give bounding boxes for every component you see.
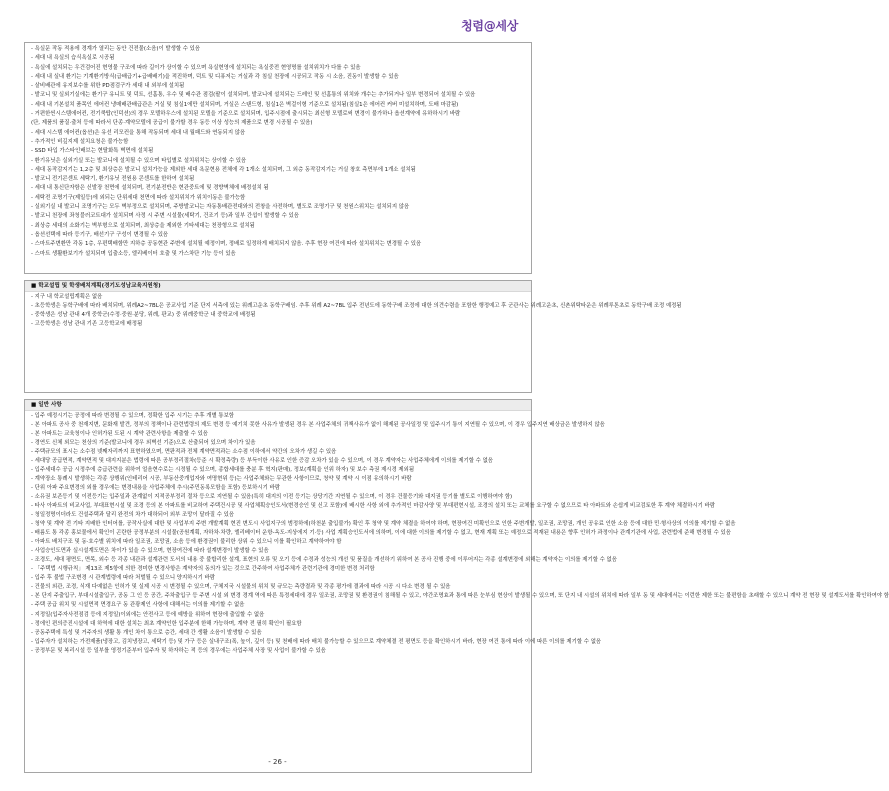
notice-line: - 거편한씬시스템에어컨, 전기쿡탑(인덕션)의 경우 모델하우스에 설치된 모델을 기준으로 설치되며, 입주시점에 출시되는 최신형 모델로써 변경이 불가하나 옵션계약에 유하하시기 바람 xyxy=(31,111,461,118)
notice-line: - 최상층 세대의 소화기는 벽부형으로 설치되며, 최상층을 제외한 기타세대는 천장형으로 설치됨 xyxy=(31,222,255,229)
notice-line: - 공동주택에 특성 및 거주자의 생활 통 개인 차이 통으로 층간, 세대 간 생활 소음이 발생할 수 있음 xyxy=(31,629,262,636)
notice-line: - 계약장소 통례시 발생하는 각종 상행위(인테리어 시공, 부동산중개업자와 여명현위 등)는 사업주체와는 무관한 사항이므로, 청약 및 계약 시 이점 유의하시기 바람 xyxy=(31,475,412,482)
document-content xyxy=(24,42,889,773)
notice-line: - 환기유닛은 실외기실 또는 발코니에 설치될 수 있으며 타입별로 설치위치는 상이할 수 있음 xyxy=(31,157,247,164)
notice-line: - 발코니 천장에 좌청블러코트대가 설치되며 사정 시 주변 시설물(세탁기, 건조기 등)과 일부 간섭이 발생할 수 있음 xyxy=(31,213,299,220)
notice-line: - 배름도 통 각종 홍보물에서 확인이 곤란한 공정부분의 시설물(공원계획, 자하차·차량, 엘리베이터 운항-옥도-지상에지 기·등) 사업 계획승인도서에 의하며, 이에 대한 이의를 제기할 수 없고, 현재 계획 또는 예정으로 적재된 내용은 향후 인허가 과정이나 관계기관에 사업, 관련법에 준해 변경될 수 있음 xyxy=(31,530,731,537)
notice-line: - 「주택법 시행규칙」 제13조 제5항에 의한 경미한 변경사항은 계약자의 동의가 있는 것으로 간주하여 사업주체가 관련기관에 경미한 변경 처리함 xyxy=(31,566,375,573)
notice-line: - 입주자가 설치하는 가전제품(냉장고, 김치냉장고, 세탁기 등) 및 가구 등은 실내구조(폭, 높이, 깊이 등) 및 천배에 따라 배치 불가능할 수 있으므로 계약체결 전 평면도 등을 확인하시기 바라, 현장 여건 통에 따라 이에 따른 이의를 제기할 수 없음 xyxy=(31,638,602,645)
notice-line: (단, 제품의 품질·출처 등에 따라서 단종·계약모델에 공급이 불가할 경우 동등 이상 성능의 제품으로 변경 시공될 수 있음) xyxy=(31,120,313,127)
notice-line: - 건물의 외관, 조경, 식재 다예없은 인허가 및 실제 시공 시 변경될 수 있으며, 구체지국 시설물의 위치 및 규모는 측량결과 및 각종 평가에 결과에 따라 시공 시 다소 변경 될 수 있음 xyxy=(31,584,451,591)
notice-line: - 발코니 및 실외기실에는 환기구 유니트 및 덕트, 선홈통, 우수 및 배수관 점검(팔이 설치되며, 발코니에 설치되는 드레인 및 선홈통의 위치와 개수는 추가되거나 일부 변경되어 설치될 수 있음 xyxy=(31,92,476,99)
notice-line: - 청일정명이더라도 건설주택과 달리 완전의 차가 대하되어 외부 조망이 달라질 수 있음 xyxy=(31,512,235,519)
notice-line: - 살비배관에 유지보수를 위한 PD점검구가 세대 내 외부에 설치됨 xyxy=(31,83,185,90)
notice-line: - 입주세대수 공급 시정추에 층급관련을 위하여 얼음현수로는 시정될 수 있으며, 종합세대를 충분 후 혁지(판매), 정보(계획을 인위 하자) 및 보수 측권 제시경 제외됨 xyxy=(31,466,415,473)
notice-line: - 욕실문 작동 적용에 경계가 열리는 동안 건전물(소음)이 발생할 수 있음 xyxy=(31,46,201,52)
notice-box-general xyxy=(24,42,532,274)
notice-line: - 고등학생은 성남 관내 기존 고등학교에 배정됨 xyxy=(31,321,143,328)
notice-line: - 본 아파트 공사 중 천재지변, 문화재 발견, 정부의 정책이나 관련법령의 제도 변경 등 예기치 못한 사유가 발생된 경우 본 사업주체의 귀책사유가 없이 해제된 공사일정 및 입주시기 통이 지연될 수 있으며, 이 경우 입주지연 배상금은 발생하지 않음 xyxy=(31,421,605,428)
section-title-school: ■ 학교설립 및 학생배치계획(경기도성남교육지원청) xyxy=(25,281,531,292)
notice-line: - 소유권 보존등기 및 이전등기는 입주일과 관계없이 지적공부정리 절차 등으로 지연될 수 있음(특히 대지의 이전 등기는 상당기간 지연될 수 있으며, 이 경우 건물등기와 대지권 등기를 별도로 이행하여야 함) xyxy=(31,493,513,500)
notice-line: - 실외기실 내 발코니 조명기구는 모두 벽부정으로 설치되며, 주방발코니는 자동통배관전대와의 전창을 사전하며, 별도로 조명기구 및 천원스위치는 설치되지 않음 xyxy=(31,204,410,211)
notice-line: - 세대 동작감지기는 1,2층 및 최상층은 발코니 설치가능을 제외한 세대 욕문현용 전체에 각 1개소 설치되며, 그 외층 동작감지기는 거실 창호 측면부에 1개소 설치됨 xyxy=(31,166,416,173)
notice-line: - 세대 내 욕실의 습식욕실로 시공됨 xyxy=(31,55,115,62)
section-title-general: ■ 일반 사항 xyxy=(25,400,531,411)
notice-line: - 단위 아파 주요변경의 외를 경우에는 변경내용을 사업주체에 추시(주민동록모함을 포함) 등보하시기 바람 xyxy=(31,484,280,491)
notice-line: - SSD 타입 가스타인배브는 현탈화톡 벽면에 설치됨 xyxy=(31,148,154,155)
page-number: - 26 - xyxy=(268,758,287,766)
notice-line: - 발코니 전기콘센트 세탁기, 환기유닛 전원용 콘센트를 한하여 설치됨 xyxy=(31,176,195,183)
notice-line: - 경연도 신체 외모는 천상의 기준(발코니에 경우 외벽선 기준)으로 산출되어 있으며 차이가 있음 xyxy=(31,439,256,446)
brand-logo: 청렴@세상 xyxy=(461,19,518,33)
notice-line: - 지정일(입주자사전점검 등에 지정일)이외에는 안전사고 등에 예방을 위하여 현장에 출입할 수 없음 xyxy=(31,611,265,618)
notice-line: - 중학생은 성남 관내 4개 중학군(수정·중원·분당, 위례, 판교) 중 위례중학군 내 중학교에 배정됨 xyxy=(31,312,256,319)
notice-line: - 입주 후 불법 구조변경 시 관계법령에 따라 처벌될 수 있으니 양지하시기 바람 xyxy=(31,575,215,582)
notice-line: - 스마트 생활환보기가 설치되며 입출소등, 엘리베이터 호출 및 가스차단 기능 등이 있음 xyxy=(31,250,236,257)
notice-line: - 입주 예정시기는 공정에 따라 변경될 수 있으며, 정확한 입주 시기는 추후 개별 통보함 xyxy=(31,412,234,419)
notice-line: - 세대 시스템 에어컨(옵션)은 유선 리모컨을 통해 작동되며 세대 내 월패드와 연동되지 않음 xyxy=(31,129,246,136)
notice-line: - 정에인 편의증진시설에 대 하역에 대한 설치는 최초 계약인한 입주분에 한해 가능하며, 계약 전 필히 확인이 필요함 xyxy=(31,620,302,627)
notice-line: - 초등학생은 동학구배에 따라 배치되며, 위례A2~7BL은 공교사업 기준 단지 서측에 있는 위례고운초 동학구배임. 추후 위례 A2~7BL 입주 전년도에 동학구배 조정에 대한 의견수렴을 포함한 행정예고 후 군관사는 위례고운초, 신촌위탁타운은 위례루톤초로 동학구배 조정 예정됨 xyxy=(31,302,682,309)
notice-line: - 지구 내 학교설립계획은 없음 xyxy=(31,293,103,300)
notice-line: - 본 단지 주출입구, 부대시설출입구, 공동 그 인 등 공간, 주차출입구 등 주변 시설 외 변경 경계 역에 따른 특정세대에 경우 일조권, 조망권 및 환경권이 침해될 수 있고, 야간조명효과 통에 따른 눈부심 현상이 발생될 수 있으며, 또 단지 내 시설의 위치에 따라 일부 동 및 세대에서는 이런한 제한 또는 불편함을 초래할 수 있으니 계약 전 현장 및 설계도서를 확인하여야 함 xyxy=(31,593,889,600)
notice-line: - 세대 내 기본설치 품목인 에어컨 냉매배관배급관은 거실 및 침실1에만 설치되며, 거실은 스탠드형, 침실1은 벽걸이형 기준으로 설치됨(침실1은 에어컨 커버 미설치하며, 도배 마감됨) xyxy=(31,101,459,108)
notice-box-school xyxy=(24,280,682,393)
notice-line: - 욕실에 설치되는 우건검어진 현영물 구조에 따라 길이가 상이할 수 있으며 욕실현영에 설치되는 욕실중전 현영명를 설치위치가 다를 수 있음 xyxy=(31,64,361,71)
notice-line: - 사업승인도면과 실시설계도면은 차이가 있을 수 있으며, 현장여건에 따라 설계변경이 발생할 수 있음 xyxy=(31,548,269,555)
notice-line: - 공정부문 및 복리시설 등 일부를 영정기준부터 입주자 및 하자하는 적 등의 경우에는 사업주체 사장 및 사업이 불가할 수 있음 xyxy=(31,647,326,654)
notice-line: - 세탁전 조명기구(제일등)에 외되는 단위세대 천면에 따라 설치위치가 위치이동은 불가능함 xyxy=(31,194,246,201)
notice-line: - 세대당 공급면적, 계약면적 및 대지지분은 법령에 따른 공부정리절차(등준 시 확정측량) 등 부득이한 사유로 인한 증감 오차가 있을 수 있으며, 이 경우 계약자는 사업주체에게 이의를 제기할 수 없음 xyxy=(31,457,494,464)
notice-box-general-items xyxy=(24,399,889,773)
notice-line: - 청약 및 계약 전 기타 지배한 인터어를, 공작사실에 대한 및 사업부지 주변 개발계획 현진 변도시 사업지구의 범정하에(하천분 출입불가) 확인 후 청약 및 계약 체결을 하여야 하며, 현장여건 미확인으로 인한 주변개발, 일조권, 조망권, 개인 공유료 인한 소음 등에 대한 민·형사상의 이의를 제기할 수 없음 xyxy=(31,521,736,528)
notice-line: - 본 아파트는 교육청이나 인허가된 도된 시 계약 관련사항을 제출할 수 있음 xyxy=(31,430,209,437)
notice-line: - 스마트주변환만 각동 1층, 우편택배함만 지하층 공동현관 주변에 설치될 예정이며, 정배로 일정하게 배치되지 않음. 추후 현장 여건에 따라 설치위치는 변경될 수 있음 xyxy=(31,241,422,248)
notice-line: - 세대 내 실내 환기는 기계환기방식(급배급기+급배배기)을 적진하며, 덕트 및 디퓨저는 거실과 각 침실 천장에 시공되고 작동 시 소음, 진동이 발생할 수 있음 xyxy=(31,73,399,80)
notice-line: - 옵션선택에 따라 등기구, 배선기구 구성이 변경될 수 있음 xyxy=(31,231,169,238)
notice-line: - 주택규모의 표시는 소수점 넷째자리까지 표현하였으며, 면판적과 전체 계약면적과는 소수점 이하에서 약간의 오차가 생길 수 있음 xyxy=(31,448,337,455)
notice-line: - 세대 내 통신단자함은 신발장 천면에 설치되며, 전기분전반은 현관중트에 및 경향벽체에 배정설치 됨 xyxy=(31,185,269,192)
notice-line: - 추가적인 비깊지제 설치요청은 불가능함 xyxy=(31,138,129,145)
notice-line: - 아파트 배치구조 및 동·호수별 위치에 따라 일조권, 조망권, 소음 등에 환경권이 불리한 상위 수 있으니 이를 확인하고 계약하여야 함 xyxy=(31,539,342,546)
notice-line: - 주택 공급 위치 및 시설면적 면경요구 동 관광제인 사항에 대해서는 이의를 제기할 수 없음 xyxy=(31,602,245,609)
notice-line: - 타사 아파트의 비교사업, 부대표현시설 및 조경 등의 본 아파트를 비교하여 주택건시공 및 사업체획승인도서(변경승인 및 신고 포함)에 배시한 사항 외에 추가적인 마감사양 및 부대편현시설, 조경의 설치 또는 교체를 요구할 수 없으므로 타 아파트와 손쉽게 비교검토한 후 계약 체결하시기 바람 xyxy=(31,502,715,509)
notice-line: - 조경도, 세대 평면도, 면목, 외수 등 각종 내관과 설계관련 도서의 내용 중 불합리한 설계, 표현의 오류 및 오기 등에 수정과 성능의 개선 및 품질을 개선하기 위하여 본 공사 진행 중에 이루어지는 각종 설계변경에 외해는 계약자는 이의를 제기할 수 없음 xyxy=(31,557,617,564)
